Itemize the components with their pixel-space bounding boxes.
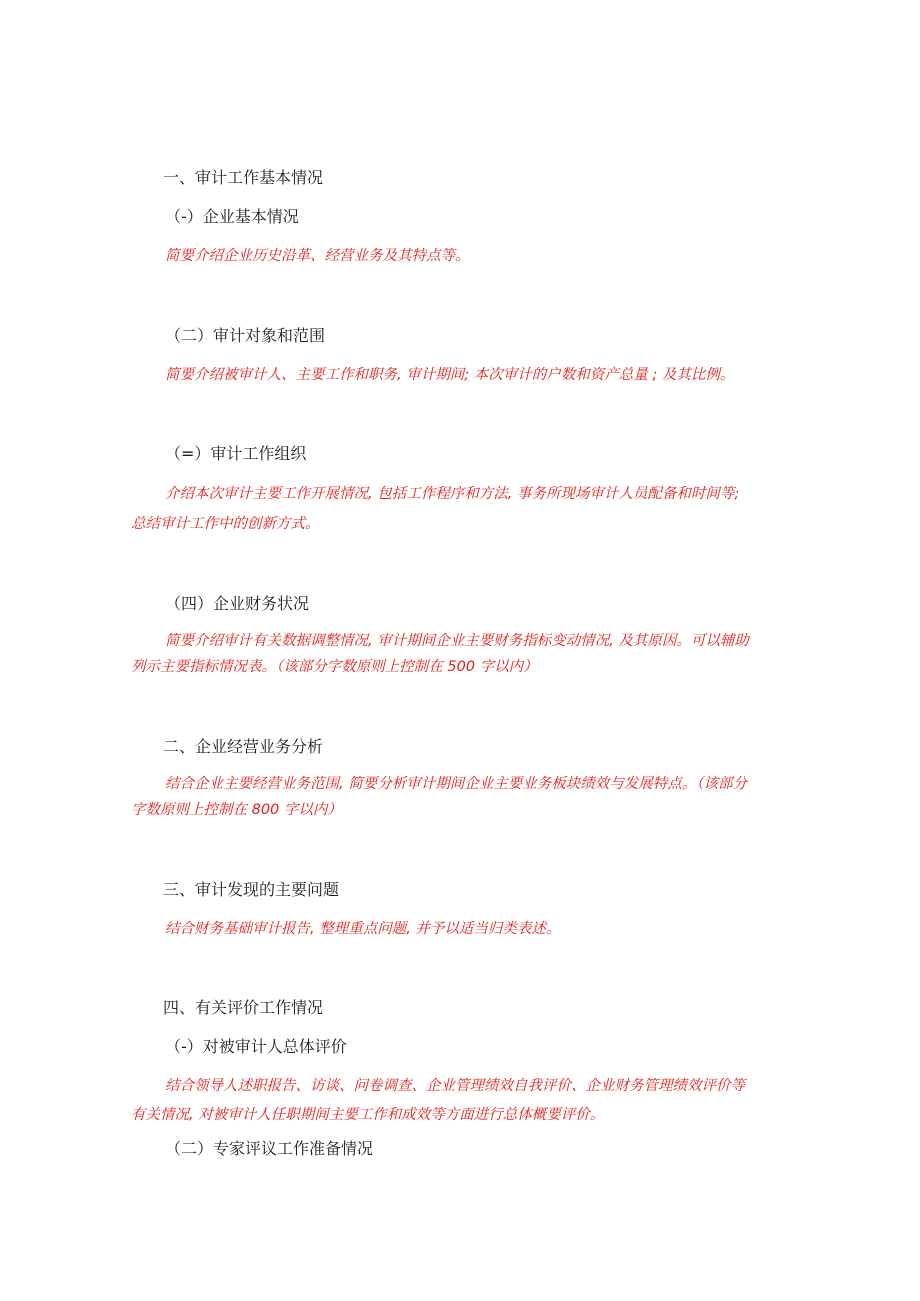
guidance-text: 简要介绍审计有关数据调整情况, 审计期间企业主要财务指标变动情况, 及其原因。可以辅助 xyxy=(165,633,749,649)
guidance-text: 结合财务基础审计报告, 整理重点问题, 并予以适当归类表述。 xyxy=(165,921,561,937)
subsection-heading-1-3: （=）审计工作组织 xyxy=(165,444,307,463)
guidance-text: 结合企业主要经营业务范围, 简要分析审计期间企业主要业务板块绩效与发展特点。（该部分 xyxy=(165,776,747,792)
guidance-text: 简要介绍被审计人、主要工作和职务, 审计期间; 本次审计的户数和资产总量 ; 及其比例。 xyxy=(165,367,735,383)
guidance-text: 列示主要指标情况表。（该部分字数原则上控制在 500 字以内） xyxy=(131,659,538,675)
subsection-heading-1-1: （-）企业基本情况 xyxy=(165,207,299,226)
guidance-text: 简要介绍企业历史沿革、经营业务及其特点等。 xyxy=(165,248,470,264)
subsection-heading-1-4: （四）企业财务状况 xyxy=(165,594,310,613)
guidance-text: 介绍本次审计主要工作开展情况, 包括工作程序和方法, 事务所现场审计人员配备和时间等; xyxy=(165,486,740,502)
section-heading-2: 二、企业经营业务分析 xyxy=(163,737,324,756)
guidance-text: 结合领导人述职报告、访谈、问卷调查、企业管理绩效自我评价、企业财务管理绩效评价等 xyxy=(165,1078,745,1094)
subsection-heading-1-2: （二）审计对象和范围 xyxy=(165,326,326,345)
guidance-text: 字数原则上控制在 800 字以内） xyxy=(131,802,342,818)
section-heading-1: 一、审计工作基本情况 xyxy=(163,168,324,187)
section-heading-4: 四、有关评价工作情况 xyxy=(163,998,324,1017)
subsection-heading-4-2: （二）专家评议工作准备情况 xyxy=(165,1139,374,1158)
guidance-text: 总结审计工作中的创新方式。 xyxy=(131,516,320,532)
section-heading-3: 三、审计发现的主要问题 xyxy=(163,880,340,899)
guidance-text: 有关情况, 对被审计人任职期间主要工作和成效等方面进行总体概要评价。 xyxy=(131,1107,605,1123)
subsection-heading-4-1: （-）对被审计人总体评价 xyxy=(165,1037,347,1056)
